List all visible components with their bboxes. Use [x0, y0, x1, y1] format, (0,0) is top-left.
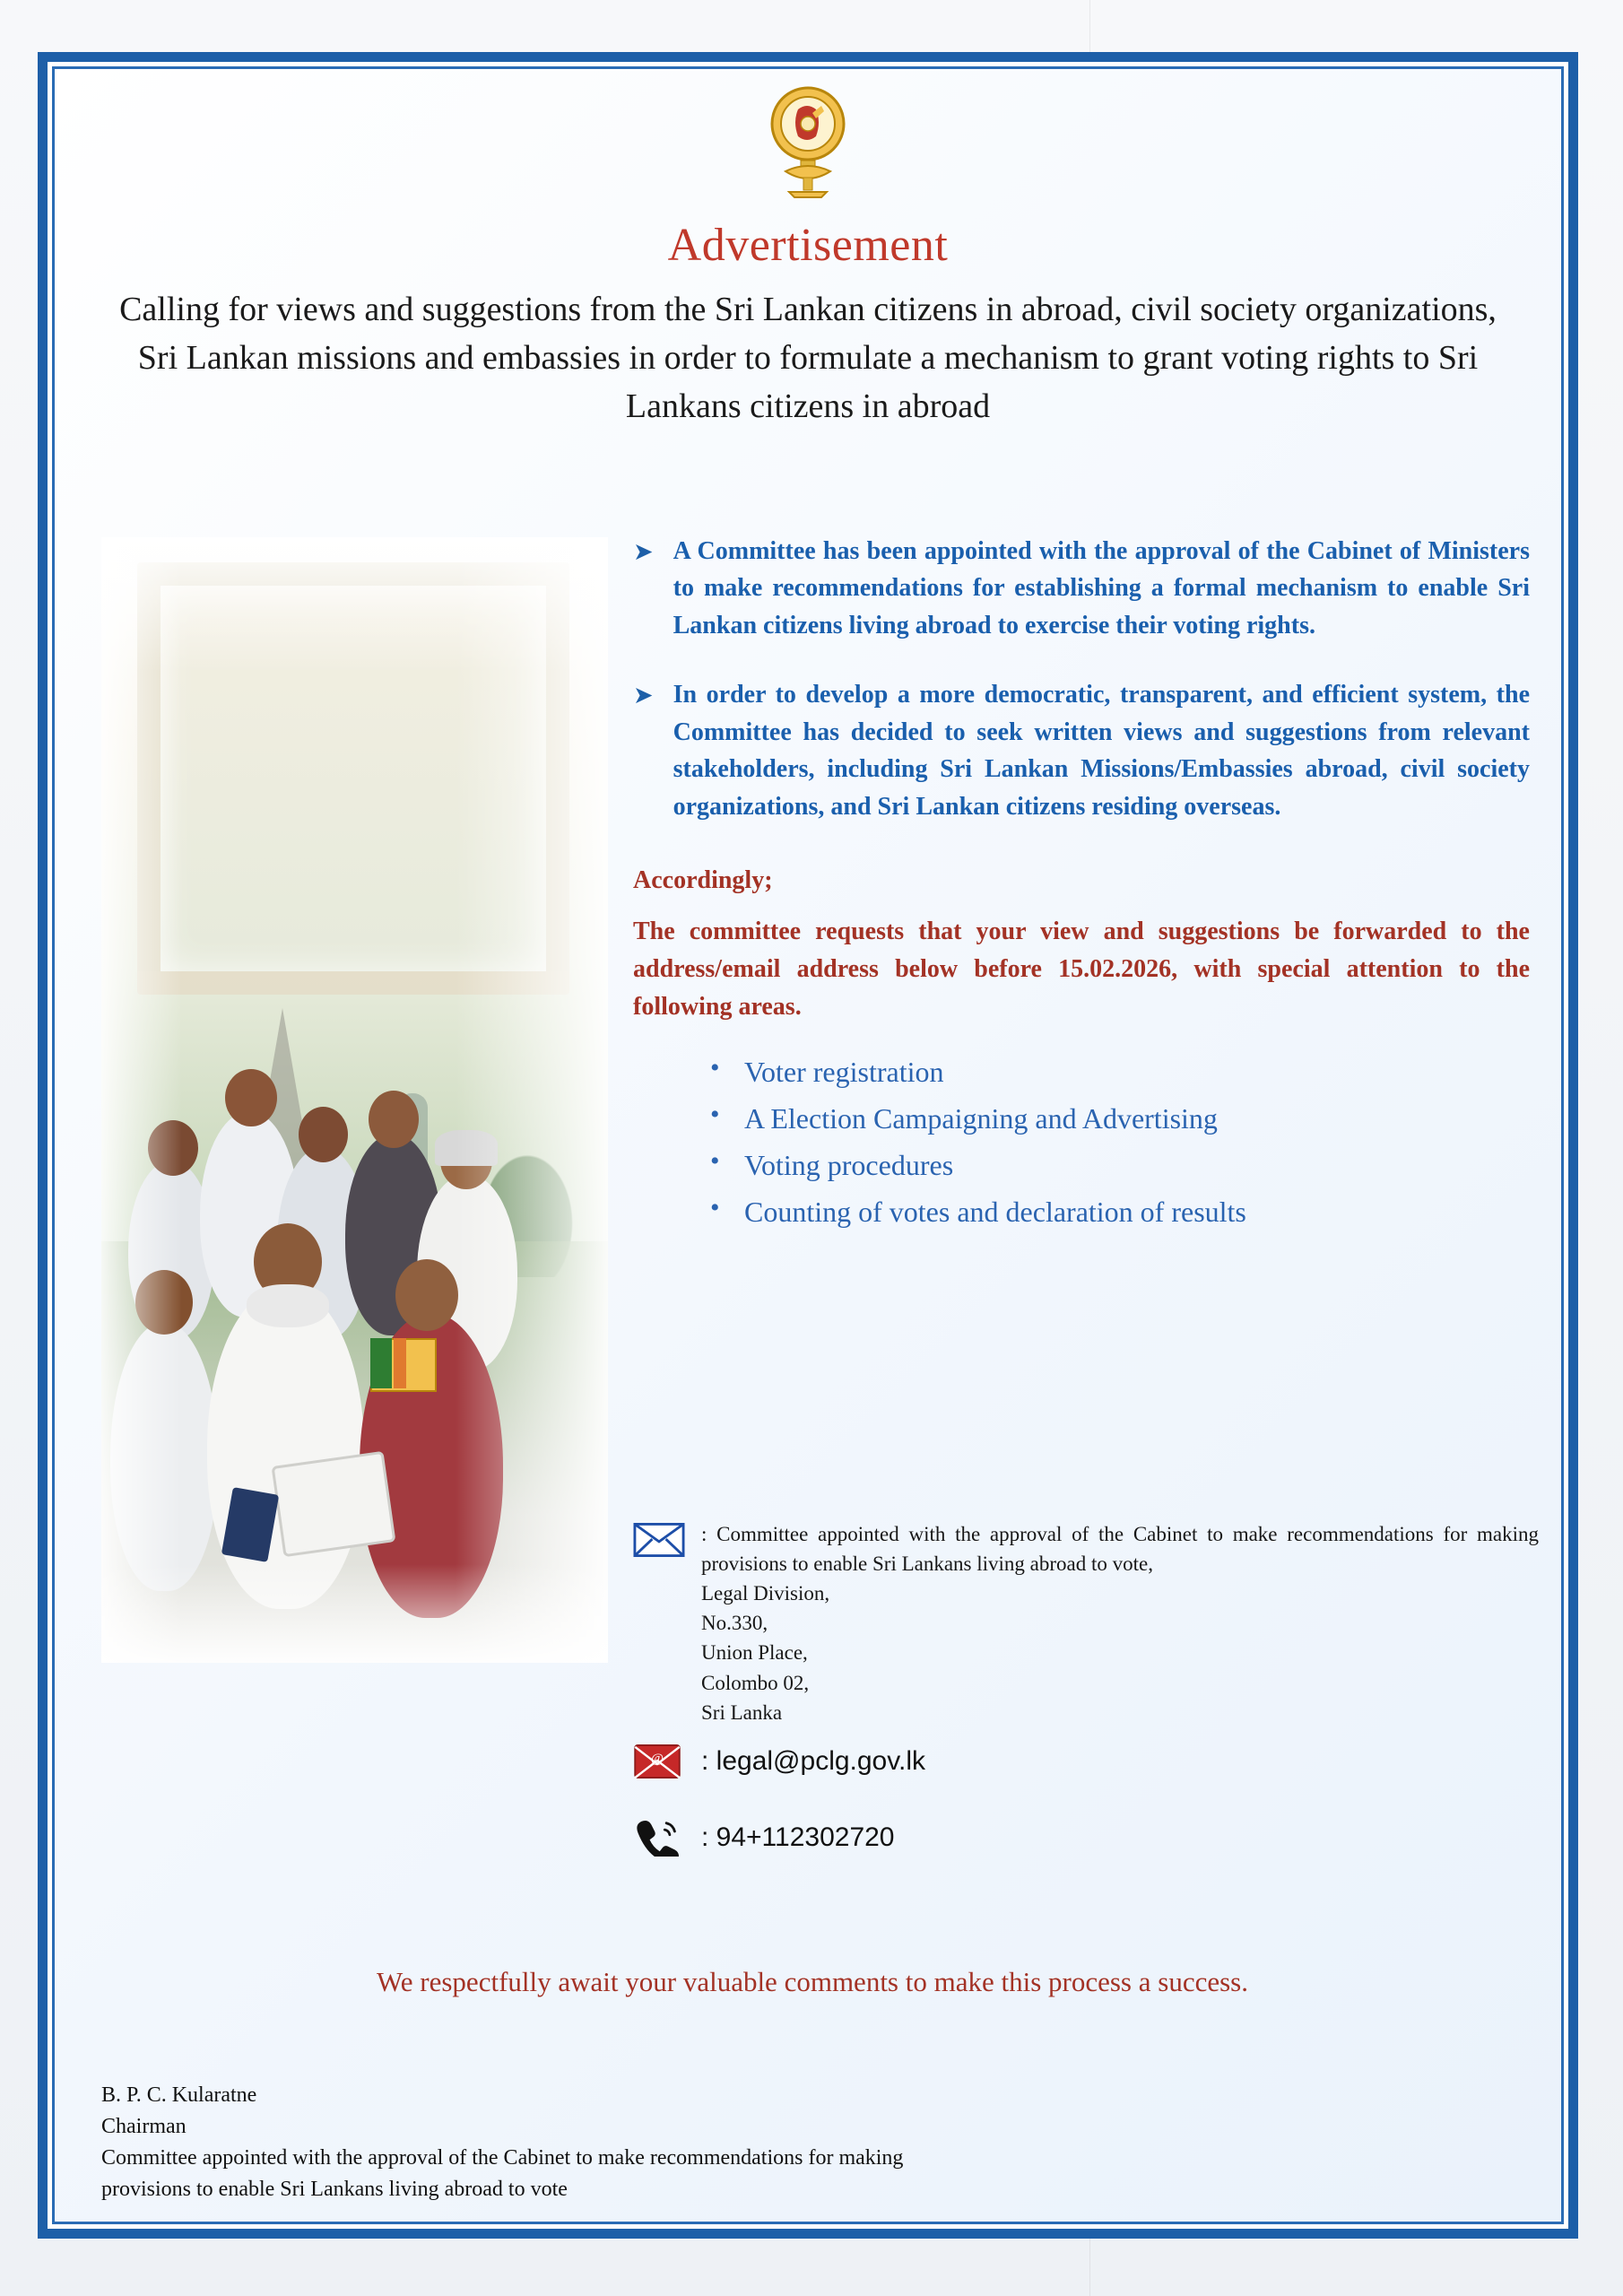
page-title: Advertisement	[667, 220, 949, 271]
address-line: No.330,	[701, 1612, 768, 1635]
envelope-icon	[633, 1519, 689, 1561]
request-paragraph: The committee requests that your view and suggestions be forwarded to the address/email address below before 15.02.2026, with special attention to the following areas.	[633, 918, 1530, 1022]
arrow-bullet-icon: ➤	[633, 682, 654, 709]
list-item-area: • Voter registration	[703, 1049, 1530, 1096]
email-row[interactable]	[633, 1740, 1539, 1784]
page-subtitle: Calling for views and suggestions from the Sri Lankan citizens in abroad, civil society organizations, Sri Lankan missions and embassies in order to formulate a mechanism to grant voting rights to Sri Lankans citizens in abroad	[119, 291, 1497, 425]
postal-address-text	[701, 1519, 1539, 1727]
list-item	[633, 533, 1530, 644]
arrow-bullet-icon: ➤	[633, 538, 654, 565]
illustration-photo	[101, 537, 608, 1663]
address-line: Legal Division,	[701, 1582, 830, 1605]
postal-colon: :	[701, 1523, 707, 1545]
poster-content	[52, 66, 1564, 2224]
main-text-column	[633, 533, 1530, 1235]
email-at-icon	[633, 1740, 689, 1784]
closing-statement: We respectfully await your valuable comments to make this process a success.	[377, 1966, 1248, 1997]
postal-description: Committee appointed with the approval of the Cabinet to make recommendations for making provisions to enable Sri Lankans living abroad to vote,	[701, 1523, 1540, 1576]
list-item	[633, 676, 1530, 825]
committee-point-1: A Committee has been appointed with the approval of the Cabinet of Ministers to make recommendations for establishing a formal mechanism to enable Sri Lankan citizens living abroad to exercise their voting rights.	[673, 537, 1530, 639]
telephone-icon	[633, 1814, 689, 1861]
address-line: Sri Lanka	[701, 1700, 783, 1724]
sri-lanka-national-emblem-icon	[759, 77, 857, 198]
address-line: Colombo 02,	[701, 1671, 810, 1694]
phone-number[interactable]: : 94+112302720	[701, 1822, 895, 1852]
signoff-block	[101, 2080, 953, 2205]
phone-row[interactable]	[633, 1814, 1539, 1861]
signoff-name: B. P. C. Kularatne	[101, 2083, 257, 2107]
accordingly-label: Accordingly;	[633, 866, 773, 895]
signoff-body: Committee appointed with the approval of the Cabinet to make recommendations for making provisions to enable Sri Lankans living abroad to vote	[101, 2146, 904, 2202]
list-item-area: • Counting of votes and declaration of results	[703, 1189, 1530, 1236]
postal-address-row	[633, 1519, 1539, 1727]
address-line: Union Place,	[701, 1641, 808, 1665]
email-address[interactable]: : legal@pclg.gov.lk	[701, 1746, 926, 1777]
list-item-area: • Voting procedures	[703, 1143, 1530, 1189]
committee-point-2: In order to develop a more democratic, transparent, and efficient system, the Committee has decided to seek written views and suggestions from relevant stakeholders, including Sri Lankan Missions/Embassies abroad, civil society organizations, and Sri Lankan citizens residing overseas.	[673, 681, 1530, 821]
focus-areas-list	[703, 1049, 1530, 1235]
signoff-designation: Chairman	[101, 2115, 187, 2139]
svg-text:@: @	[650, 1750, 664, 1766]
contact-block	[633, 1519, 1539, 1861]
list-item-area: • A Election Campaigning and Advertising	[703, 1096, 1530, 1143]
